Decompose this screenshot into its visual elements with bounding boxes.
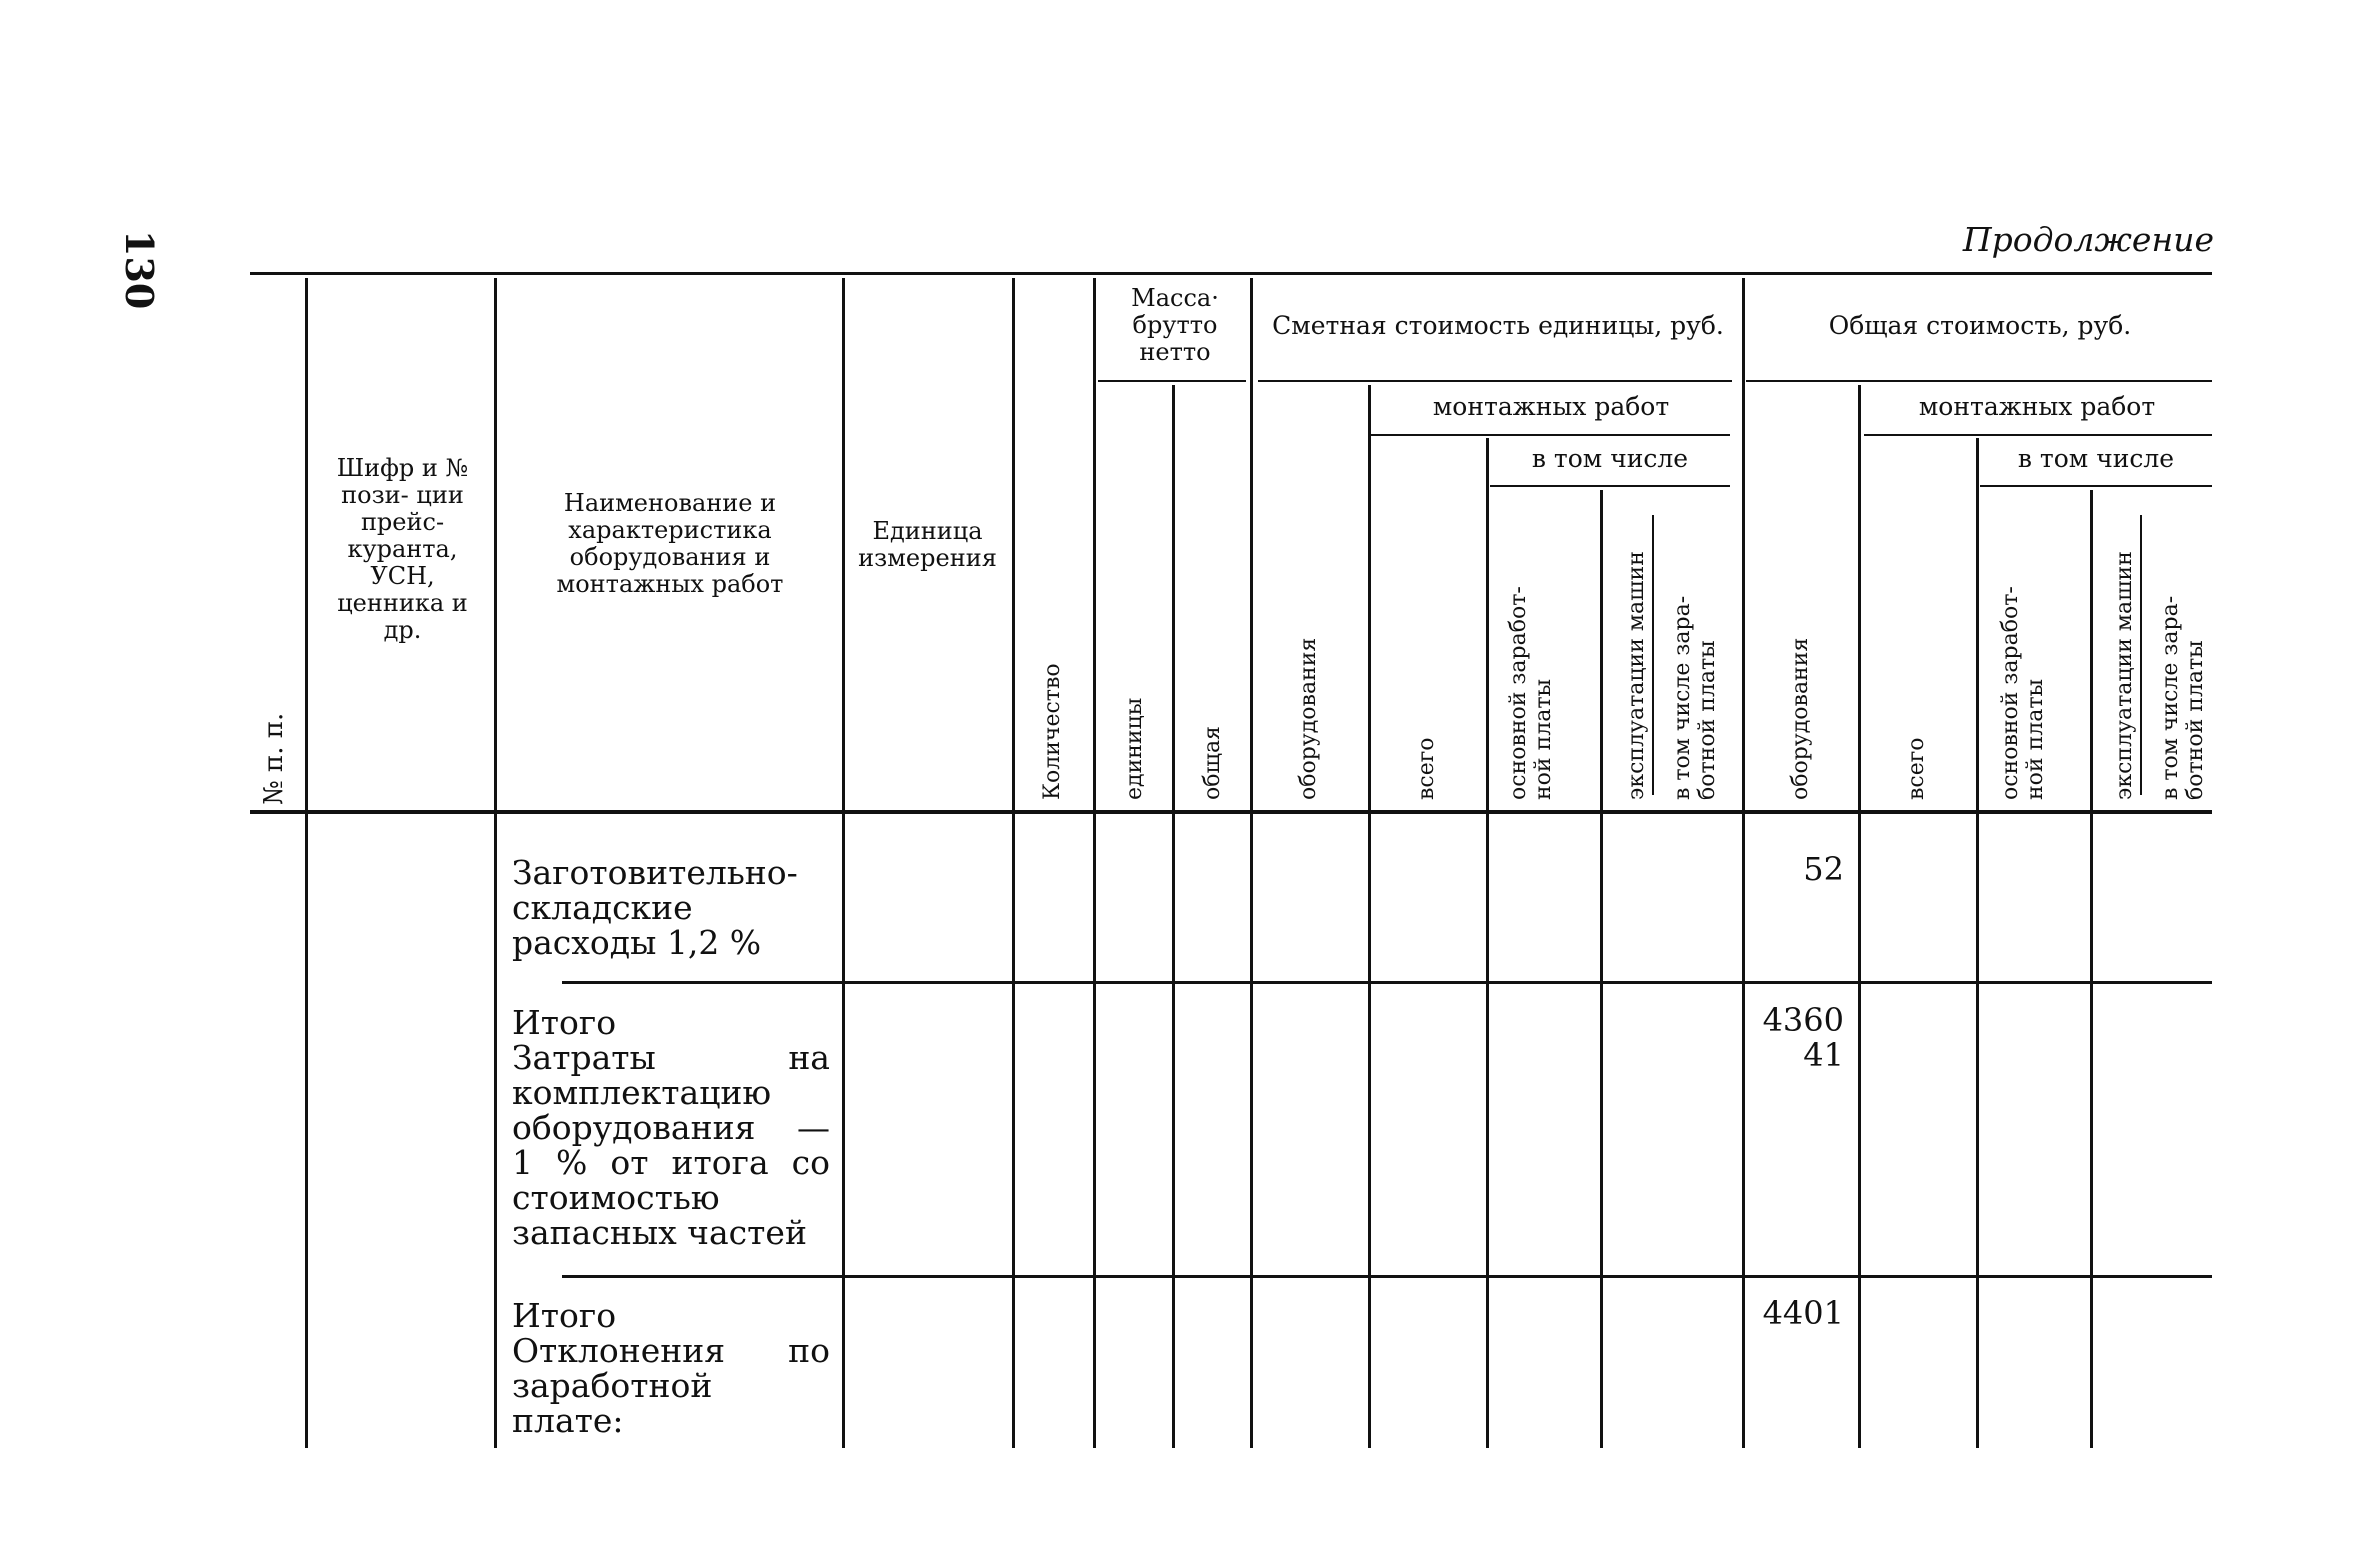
rule-total-sub xyxy=(1746,380,2212,382)
row-3-name: Итого Отклонения по заработной плате: xyxy=(512,1296,830,1440)
header-unit-install: монтажных работ xyxy=(1432,392,1670,421)
rule-total-incl xyxy=(1980,485,2212,487)
vrule-2 xyxy=(494,278,497,1448)
vrule-7 xyxy=(1250,278,1253,1448)
vrule-4 xyxy=(1012,278,1015,1448)
vrule-machines-inner xyxy=(1652,515,1654,795)
vrule-machines-inner-2 xyxy=(2140,515,2142,795)
row-2-total-equipment: 4360 41 xyxy=(1762,1001,1844,1074)
row-2-name: Итого Затраты на комплектацию оборудования — 1 % от итога со стоимостью запасных частей xyxy=(512,1003,830,1252)
header-unit-machines: эксплуатации машин xyxy=(1624,551,1649,800)
page-number: 130 xyxy=(117,230,162,310)
header-unit-equipment: оборудования xyxy=(1296,637,1321,800)
header-unit-wage: основной заработ- ной платы xyxy=(1506,586,1556,800)
header-name: Наименование и характеристика оборудования и монтажных работ xyxy=(556,489,784,598)
header-unit-cost: Сметная стоимость единицы, руб. xyxy=(1272,311,1724,340)
rule-row2 xyxy=(562,1275,2212,1278)
header-total-cost: Общая стоимость, руб. xyxy=(1828,311,2132,340)
vrule-11 xyxy=(1742,278,1745,1448)
header-total-machines: эксплуатации машин xyxy=(2112,551,2137,800)
row-1-name: Заготовительно-складские расходы 1,2 % xyxy=(512,853,798,962)
header-unit: Единица измерения xyxy=(858,517,997,572)
vrule-14 xyxy=(2090,490,2093,1448)
rule-unitcost-sub xyxy=(1258,380,1732,382)
header-unit-machines-wage: в том числе зара- ботной платы xyxy=(1670,595,1720,800)
header-mass-unit: единицы xyxy=(1122,697,1147,800)
header-total-machines-wage: в том чиcле зара- ботной платы xyxy=(2158,595,2208,800)
header-total-equipment: оборудования xyxy=(1788,637,1813,800)
vrule-1 xyxy=(305,278,308,1448)
vrule-8 xyxy=(1368,385,1371,1448)
header-total-install: монтажных работ xyxy=(1918,392,2156,421)
header-mass-total: общая xyxy=(1200,726,1225,800)
vrule-5 xyxy=(1093,278,1096,1448)
header-mass: Масса· брутто нетто xyxy=(1131,284,1219,366)
rule-mass-sub xyxy=(1098,380,1246,382)
header-cipher: Шифр и № пози- ции прейс- куранта, УСН, ценника и др. xyxy=(336,454,469,644)
vrule-9 xyxy=(1486,438,1489,1448)
rule-row1 xyxy=(562,981,2212,984)
header-unit-incl: в том числе xyxy=(1531,444,1689,473)
header-unit-total: всего xyxy=(1414,737,1439,800)
row-1-total-equipment: 52 xyxy=(1803,850,1844,888)
continuation-label: Продолжение xyxy=(1962,220,2214,259)
header-total-incl: в том числе xyxy=(2017,444,2175,473)
rule-unit-install xyxy=(1370,434,1730,436)
vrule-3 xyxy=(842,278,845,1448)
header-qty: Количество xyxy=(1040,663,1065,800)
header-bottom-rule xyxy=(250,810,2212,814)
header-num: № п. п. xyxy=(259,712,289,805)
vrule-12 xyxy=(1858,385,1861,1448)
rule-unit-incl xyxy=(1490,485,1730,487)
row-3-total-equipment: 4401 xyxy=(1762,1294,1844,1332)
header-total-total: всего xyxy=(1904,737,1929,800)
table-top-rule xyxy=(250,272,2212,275)
vrule-10 xyxy=(1600,490,1603,1448)
vrule-6 xyxy=(1172,385,1175,1448)
vrule-13 xyxy=(1976,438,1979,1448)
rule-total-install xyxy=(1864,434,2212,436)
header-total-wage: основной заработ- ной платы xyxy=(1998,586,2048,800)
